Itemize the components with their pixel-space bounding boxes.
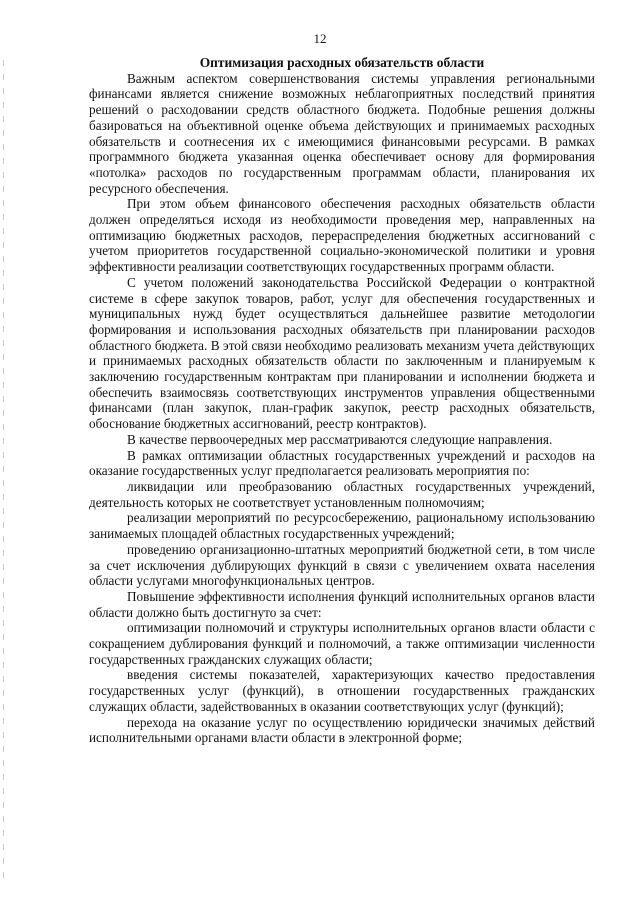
list-item-4: оптимизации полномочий и структуры исполнительных органов власти области с сокращением дублирования функций и полномочий, а также оптимизации численности государственных гражданских служащих области; <box>89 620 595 667</box>
paragraph-5: В рамках оптимизации областных государственных учреждений и расходов на оказание государственных услуг предполагается реализовать мероприятия по: <box>89 447 595 479</box>
paragraph-2: При этом объем финансового обеспечения расходных обязательств области должен определяться исходя из необходимости проведения мер, направленных на оптимизацию бюджетных расходов, перераспределения бюджетных ассигнований с учетом приоритетов государственной социально-экономической политики и уровня эффективности реализации соответствующих государственных программ области. <box>89 196 595 275</box>
scan-edge-mark <box>3 60 4 880</box>
list-item-2: реализации мероприятий по ресурсосбережению, рациональному использованию занимаемых площадей областных государственных учреждений; <box>89 510 595 542</box>
list-item-1: ликвидации или преобразованию областных государственных учреждений, деятельность которых не соответствует установленным полномочиям; <box>89 478 595 510</box>
page-number: 12 <box>313 31 327 46</box>
list-item-6: перехода на оказание услуг по осуществлению юридически значимых действий исполнительными органами власти области в электронной форме; <box>89 714 595 746</box>
paragraph-3: С учетом положений законодательства Российской Федерации о контрактной системе в сфере закупок товаров, работ, услуг для обеспечения государственных и муниципальных нужд будет осуществляться дальнейшее развитие методологии формирования и использования расходных обязательств при планировании расходов областного бюджета. В этой связи необходимо реализовать механизм учета действующих и принимаемых расходных обязательств области по заключенным и планируемым к заключению государственным контрактам при планировании и исполнении бюджета и обеспечить взаимосвязь соответствующих инструментов управления общественными финансами (план закупок, план-график закупок, реестр расходных обязательств, обоснование бюджетных ассигнований, реестр контрактов). <box>89 274 595 432</box>
list-item-5: введения системы показателей, характеризующих качество предоставления государственных услуг (функций), в отношении государственных гражданских служащих области, задействованных в оказании соответствующих услуг (функций); <box>89 667 595 714</box>
paragraph-1: Важным аспектом совершенствования системы управления региональными финансами является снижение возможных неблагоприятных последствий принятия решений о расходовании средств областного бюджета. Подобные решения должны базироваться на объективной оценке объема действующих и принимаемых расходных обязательств и соотнесения их с имеющимися финансовыми ресурсами. В рамках программного бюджета указанная оценка обеспечивает основу для формирования «потолка» расходов по государственным программам области, планирования их ресурсного обеспечения. <box>89 70 595 196</box>
document-body <box>89 55 595 746</box>
paragraph-6: Повышение эффективности исполнения функций исполнительных органов власти области должно быть достигнуто за счет: <box>89 588 595 620</box>
paragraph-4: В качестве первоочередных мер рассматриваются следующие направления. <box>127 431 553 447</box>
list-item-3: проведению организационно-штатных мероприятий бюджетной сети, в том числе за счет исключения дублирующих функций в связи с увеличением охвата населения области услугами многофункциональных центров. <box>89 541 595 589</box>
section-heading: Оптимизация расходных обязательств области <box>199 55 485 70</box>
